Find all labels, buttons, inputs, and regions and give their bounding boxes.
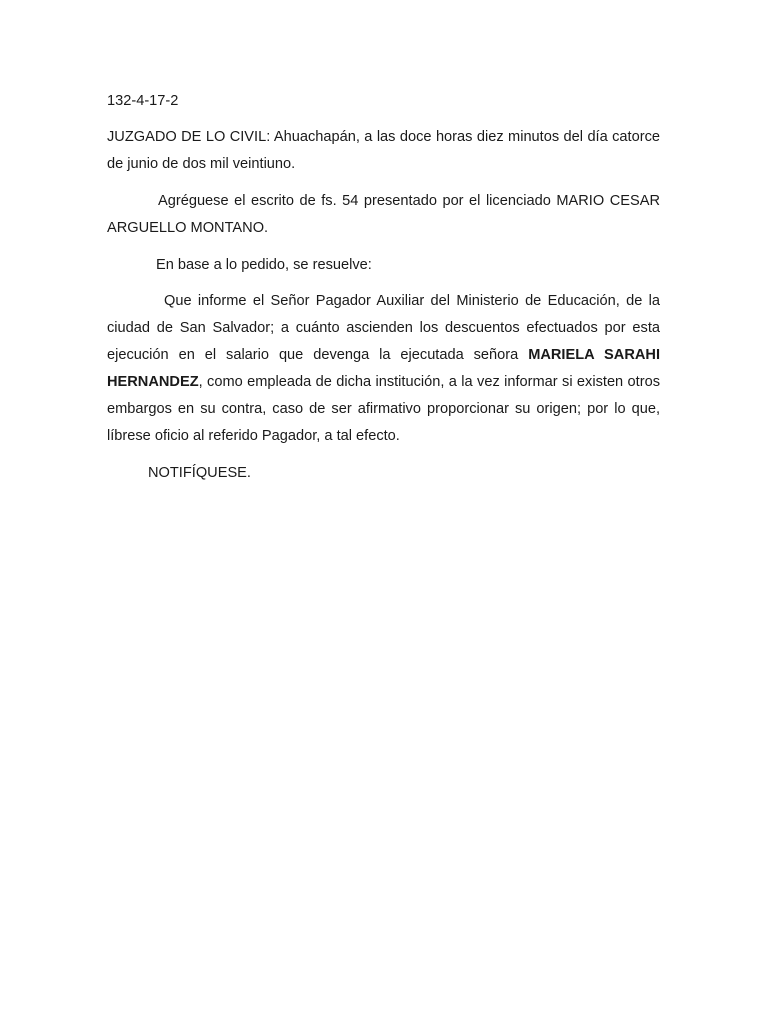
case-number: 132-4-17-2 (107, 93, 179, 109)
court-header-paragraph: JUZGADO DE LO CIVIL: Ahuachapán, a las doce horas diez minutos del día catorce de junio de dos mil veintiuno. (107, 129, 660, 172)
paragraph-en-base: En base a lo pedido, se resuelve: (156, 257, 372, 273)
respondent-name: MARIELA SARAHI HERNANDEZ (107, 347, 660, 390)
paragraph-que-informe-end: , como empleada de dicha institución, a la vez informar si existen otros embargos en su contra, caso de ser afirmativo proporcionar su origen; por lo que, líbrese oficio al referido Pagador, a tal efecto. (107, 374, 660, 444)
paragraph-agreguese: Agréguese el escrito de fs. 54 presentado por el licenciado MARIO CESAR ARGUELLO MONTANO. (107, 193, 660, 236)
paragraph-que-informe-start: Que informe el Señor Pagador Auxiliar del Ministerio de Educación, de la ciudad de San Salvador; a cuánto ascienden los descuentos efectuados por esta ejecución en el salario que devenga la ejecutada señora (107, 293, 660, 363)
paragraph-que-informe (107, 288, 660, 450)
notifiquese-text: NOTIFÍQUESE. (148, 465, 251, 481)
